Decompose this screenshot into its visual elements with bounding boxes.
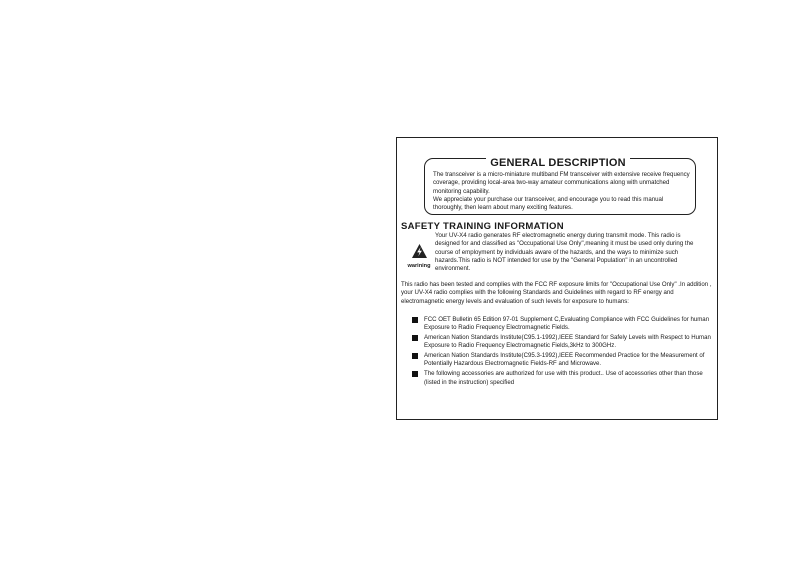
list-item: American Nation Standards Institute(C95.3-1992),IEEE Recommended Practice for the Measurement of Potentially Hazardous Electromagnetic Fields-RF and Microwave. [424,352,714,369]
general-description-paragraph-1: The transceiver is a micro-miniature multiband FM transceiver with extensive receive frequency coverage, providing local-area two-way amateur communications along with unmatched monitoring capability. [433,171,690,195]
general-description-title: GENERAL DESCRIPTION [397,157,719,169]
standards-list [424,316,714,388]
bullet-square-icon [412,371,418,377]
bullet-square-icon [412,335,418,341]
warning-label: warining [407,263,431,269]
general-description-paragraph-2: We appreciate your purchase our transceiver, and encourage you to read this manual thoroughly, then learn about many exciting features. [433,196,664,212]
manual-page [396,137,718,420]
warning-lightning-icon [412,244,427,258]
list-item: American Nation Standards Institute(C95.1-1992),IEEE Standard for Safely Levels with Respect to Human Exposure to Radio Frequency Electromagnetic Fields,3kHz to 300GHz. [424,334,714,351]
safety-training-title: SAFETY TRAINING INFORMATION [401,221,564,232]
list-item: The following accessories are authorized for use with this product.. Use of accessories other than those (listed in the instruction) specified [424,370,714,387]
warning-block [407,244,431,269]
bullet-square-icon [412,317,418,323]
compliance-paragraph: This radio has been tested and complies with the FCC RF exposure limits for "Occupational Use Only" .In addition , your UV-X4 radio complies with the following Standards and Guidelines with regard to RF energy and electromagnetic energy levels and evaluation of such levels for exposure to humans: [401,281,712,305]
list-item: FCC OET Bulletin 65 Edition 97-01 Supplement C,Evaluating Compliance with FCC Guidelines for human Exposure to Radio Frequency Electromagnetic Fields. [424,316,714,333]
safety-paragraph: Your UV-X4 radio generates RF electromagnetic energy during transmit mode. This radio is designed for and classified as "Occupational Use Only",meaning it must be used only during the course of employment by individuals aware of the hazards, and the ways to minimize such hazards.This radio is NOT intended for use by the "General Population" in an uncontrolled environment. [435,232,694,273]
bullet-square-icon [412,353,418,359]
